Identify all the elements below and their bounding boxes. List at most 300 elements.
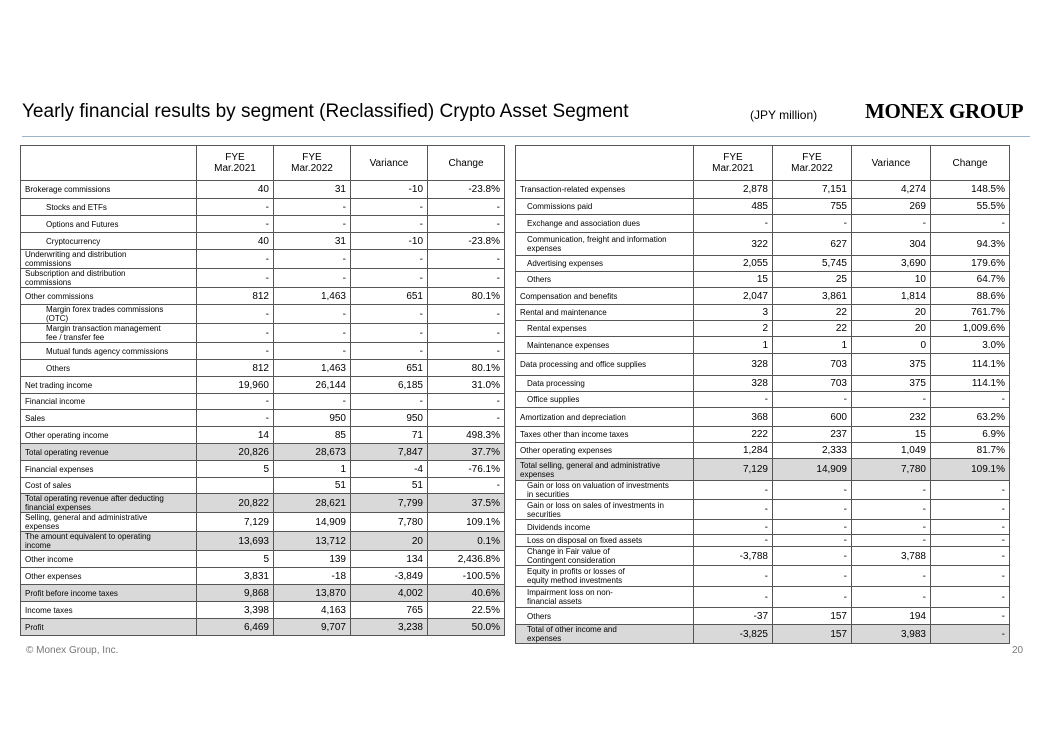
table-row (516, 608, 1010, 625)
fye-2022-value: - (773, 500, 852, 520)
change-value: - (428, 250, 505, 269)
change-value: - (428, 269, 505, 288)
row-label: Margin transaction management fee / transfer fee (21, 324, 197, 343)
table-row (516, 408, 1010, 427)
table-row (516, 535, 1010, 547)
table-row (21, 233, 505, 250)
fye-2021-value: - (694, 481, 773, 500)
variance-value: 20 (351, 532, 428, 551)
variance-value: - (351, 216, 428, 233)
table-row (516, 199, 1010, 215)
row-label: Other income (21, 551, 197, 568)
row-label: Office supplies (516, 392, 694, 408)
fye-2022-value: - (773, 566, 852, 587)
fye-2021-value: - (694, 215, 773, 233)
fye-2021-value: 7,129 (197, 513, 274, 532)
change-value: - (931, 587, 1010, 608)
fye-2022-value: 1,463 (274, 288, 351, 305)
variance-value: 651 (351, 360, 428, 377)
row-label: Other operating income (21, 427, 197, 444)
row-label: Cost of sales (21, 478, 197, 494)
row-label: Maintenance expenses (516, 337, 694, 354)
change-value: 2,436.8% (428, 551, 505, 568)
table-row (516, 625, 1010, 644)
fye-2021-value: - (197, 305, 274, 324)
fye-2021-value: 368 (694, 408, 773, 427)
table-row (516, 520, 1010, 535)
fye-2022-value: - (274, 269, 351, 288)
fye-2022-value: 28,621 (274, 494, 351, 513)
variance-value: -4 (351, 461, 428, 478)
table-row (21, 551, 505, 568)
change-value: -23.8% (428, 233, 505, 250)
variance-header: Variance (852, 146, 931, 181)
header-row (21, 146, 505, 181)
variance-value: -10 (351, 233, 428, 250)
table-row (21, 377, 505, 394)
fye-2021-value: 13,693 (197, 532, 274, 551)
row-label: Equity in profits or losses of equity method investments (516, 566, 694, 587)
row-label: Others (516, 608, 694, 625)
unit-label: (JPY million) (750, 108, 818, 122)
row-label: Total operating revenue (21, 444, 197, 461)
table-row (516, 459, 1010, 481)
row-label: Options and Futures (21, 216, 197, 233)
variance-value: 375 (852, 376, 931, 392)
variance-value: 7,799 (351, 494, 428, 513)
row-label-header (516, 146, 694, 181)
change-value: - (428, 343, 505, 360)
row-label: Margin forex trades commissions (OTC) (21, 305, 197, 324)
fye-2021-value: - (197, 324, 274, 343)
fye-2022-value: - (773, 481, 852, 500)
row-label: Net trading income (21, 377, 197, 394)
fye-2021-value: - (197, 216, 274, 233)
fye-2022-value: - (773, 547, 852, 566)
fye-2022-value: 1 (773, 337, 852, 354)
fye-2021-value: 40 (197, 181, 274, 199)
change-value: -76.1% (428, 461, 505, 478)
variance-value: 3,690 (852, 256, 931, 272)
expenses-table (515, 145, 1010, 644)
variance-value: - (351, 324, 428, 343)
variance-value: - (351, 305, 428, 324)
fye-2021-value: 2,878 (694, 181, 773, 199)
change-value: - (428, 410, 505, 427)
fye-2021-value: -3,788 (694, 547, 773, 566)
table-row (21, 427, 505, 444)
header-row (516, 146, 1010, 181)
table-row (516, 256, 1010, 272)
fye-2022-value: 31 (274, 233, 351, 250)
table-row (516, 337, 1010, 354)
row-label: Rental and maintenance (516, 305, 694, 321)
fye-2021-value: 5 (197, 461, 274, 478)
fye-2022-header: FYE Mar.2022 (773, 146, 852, 181)
row-label: Other expenses (21, 568, 197, 585)
change-value: 498.3% (428, 427, 505, 444)
variance-value: - (351, 250, 428, 269)
variance-value: - (852, 587, 931, 608)
row-label: Profit before income taxes (21, 585, 197, 602)
row-label: Financial expenses (21, 461, 197, 478)
variance-value: -10 (351, 181, 428, 199)
change-value: 80.1% (428, 360, 505, 377)
table-row (516, 181, 1010, 199)
fye-2022-value: 28,673 (274, 444, 351, 461)
row-label: Cryptocurrency (21, 233, 197, 250)
variance-value: - (351, 343, 428, 360)
change-value: - (931, 547, 1010, 566)
change-value: 109.1% (428, 513, 505, 532)
fye-2021-value: 40 (197, 233, 274, 250)
fye-2022-value: 4,163 (274, 602, 351, 619)
fye-2022-value: 9,707 (274, 619, 351, 636)
variance-header: Variance (351, 146, 428, 181)
row-label: Sales (21, 410, 197, 427)
variance-value: 3,983 (852, 625, 931, 644)
table-row (516, 392, 1010, 408)
change-value: - (931, 535, 1010, 547)
table-row (21, 513, 505, 532)
fye-2022-value: 25 (773, 272, 852, 288)
fye-2022-value: 157 (773, 608, 852, 625)
variance-value: - (852, 215, 931, 233)
table-row (516, 215, 1010, 233)
fye-2021-value: - (197, 410, 274, 427)
table-row (21, 532, 505, 551)
company-logo: MONEX GROUP (865, 99, 1024, 123)
fye-2022-value: 2,333 (773, 443, 852, 459)
change-value: 31.0% (428, 377, 505, 394)
fye-2022-value: 51 (274, 478, 351, 494)
fye-2021-value: 2,055 (694, 256, 773, 272)
variance-value: 4,274 (852, 181, 931, 199)
fye-2021-value: - (694, 587, 773, 608)
fye-2022-value: 703 (773, 354, 852, 376)
variance-value: -3,849 (351, 568, 428, 585)
fye-2021-value: - (197, 250, 274, 269)
fye-2022-value: 14,909 (773, 459, 852, 481)
variance-value: 134 (351, 551, 428, 568)
variance-value: 375 (852, 354, 931, 376)
row-label: Financial income (21, 394, 197, 410)
fye-2021-value: 3,831 (197, 568, 274, 585)
table-row (516, 233, 1010, 256)
change-value: 1,009.6% (931, 321, 1010, 337)
fye-2022-value: 157 (773, 625, 852, 644)
fye-2021-value: - (197, 394, 274, 410)
fye-2022-value: 22 (773, 321, 852, 337)
table-row (516, 354, 1010, 376)
row-label: Profit (21, 619, 197, 636)
fye-2022-value: 600 (773, 408, 852, 427)
row-label: Total operating revenue after deducting financial expenses (21, 494, 197, 513)
variance-value: 15 (852, 427, 931, 443)
table-row (516, 443, 1010, 459)
fye-2021-value: 328 (694, 354, 773, 376)
table-row (21, 181, 505, 199)
change-value: 22.5% (428, 602, 505, 619)
variance-value: 4,002 (351, 585, 428, 602)
variance-value: 3,238 (351, 619, 428, 636)
fye-2021-value: 6,469 (197, 619, 274, 636)
fye-2022-value: 703 (773, 376, 852, 392)
row-label: Stocks and ETFs (21, 199, 197, 216)
variance-value: 194 (852, 608, 931, 625)
variance-value: 7,780 (852, 459, 931, 481)
fye-2022-value: 26,144 (274, 377, 351, 394)
change-value: - (931, 392, 1010, 408)
variance-value: 1,049 (852, 443, 931, 459)
change-value: 761.7% (931, 305, 1010, 321)
row-label: Gain or loss on sales of investments in securities (516, 500, 694, 520)
variance-value: - (852, 500, 931, 520)
change-value: 6.9% (931, 427, 1010, 443)
variance-value: - (351, 269, 428, 288)
row-label: Impairment loss on non- financial assets (516, 587, 694, 608)
fye-2021-value: 2 (694, 321, 773, 337)
table-row (21, 288, 505, 305)
row-label: Selling, general and administrative expenses (21, 513, 197, 532)
variance-value: - (852, 535, 931, 547)
change-value: 64.7% (931, 272, 1010, 288)
revenue-table (20, 145, 505, 636)
change-value: 80.1% (428, 288, 505, 305)
fye-2022-value: - (773, 215, 852, 233)
variance-value: 765 (351, 602, 428, 619)
variance-value: 3,788 (852, 547, 931, 566)
fye-2021-value: 20,822 (197, 494, 274, 513)
variance-value: 651 (351, 288, 428, 305)
fye-2021-value: 15 (694, 272, 773, 288)
table-row (516, 587, 1010, 608)
fye-2021-value: 14 (197, 427, 274, 444)
fye-2022-value: - (274, 343, 351, 360)
variance-value: 0 (852, 337, 931, 354)
change-value: - (931, 625, 1010, 644)
fye-2021-value: -3,825 (694, 625, 773, 644)
change-value: - (428, 199, 505, 216)
change-value: - (428, 478, 505, 494)
variance-value: 71 (351, 427, 428, 444)
fye-2021-value: 3 (694, 305, 773, 321)
table-row (21, 478, 505, 494)
fye-2021-value: - (197, 269, 274, 288)
fye-2022-value: 627 (773, 233, 852, 256)
row-label: Dividends income (516, 520, 694, 535)
fye-2022-value: - (773, 520, 852, 535)
variance-value: - (852, 520, 931, 535)
fye-2021-value: 812 (197, 288, 274, 305)
change-value: - (428, 305, 505, 324)
table-row (516, 500, 1010, 520)
variance-value: - (852, 481, 931, 500)
fye-2022-value: 237 (773, 427, 852, 443)
change-value: 88.6% (931, 288, 1010, 305)
variance-value: 304 (852, 233, 931, 256)
table-row (21, 250, 505, 269)
change-value: 50.0% (428, 619, 505, 636)
table-row (516, 321, 1010, 337)
page-title: Yearly financial results by segment (Reclassified) Crypto Asset Segment (22, 101, 629, 122)
change-header: Change (428, 146, 505, 181)
row-label: Others (516, 272, 694, 288)
fye-2022-value: - (274, 305, 351, 324)
row-label: Communication, freight and information expenses (516, 233, 694, 256)
fye-2022-value: 13,712 (274, 532, 351, 551)
fye-2021-value: - (197, 199, 274, 216)
fye-2022-value: 139 (274, 551, 351, 568)
table-row (21, 324, 505, 343)
table-row (21, 568, 505, 585)
variance-value: 51 (351, 478, 428, 494)
fye-2022-value: 755 (773, 199, 852, 215)
fye-2021-value: 19,960 (197, 377, 274, 394)
fye-2022-value: 85 (274, 427, 351, 444)
row-label: Advertising expenses (516, 256, 694, 272)
row-label: Loss on disposal on fixed assets (516, 535, 694, 547)
change-value: 40.6% (428, 585, 505, 602)
change-value: - (931, 566, 1010, 587)
table-row (21, 602, 505, 619)
change-value: - (931, 520, 1010, 535)
table-row (21, 619, 505, 636)
variance-value: 7,780 (351, 513, 428, 532)
row-label: Exchange and association dues (516, 215, 694, 233)
fye-2021-value: 1,284 (694, 443, 773, 459)
change-value: 63.2% (931, 408, 1010, 427)
fye-2021-value: - (694, 500, 773, 520)
fye-2021-value: 322 (694, 233, 773, 256)
row-label: Others (21, 360, 197, 377)
row-label: Other commissions (21, 288, 197, 305)
fye-2021-value: 812 (197, 360, 274, 377)
table-row (516, 481, 1010, 500)
table-row (21, 410, 505, 427)
change-value: 37.7% (428, 444, 505, 461)
change-value: 0.1% (428, 532, 505, 551)
variance-value: 7,847 (351, 444, 428, 461)
fye-2022-value: 950 (274, 410, 351, 427)
fye-2021-value: 2,047 (694, 288, 773, 305)
fye-2021-value: - (694, 566, 773, 587)
fye-2021-value: -37 (694, 608, 773, 625)
fye-2021-value: 328 (694, 376, 773, 392)
change-value: 3.0% (931, 337, 1010, 354)
row-label: Total selling, general and administrative expenses (516, 459, 694, 481)
table-row (516, 272, 1010, 288)
table-row (516, 547, 1010, 566)
row-label: Rental expenses (516, 321, 694, 337)
table-row (516, 427, 1010, 443)
fye-2022-value: - (274, 324, 351, 343)
variance-value: - (351, 394, 428, 410)
change-value: 94.3% (931, 233, 1010, 256)
change-value: - (428, 394, 505, 410)
row-label-header (21, 146, 197, 181)
variance-value: - (852, 392, 931, 408)
table-row (516, 288, 1010, 305)
row-label: Taxes other than income taxes (516, 427, 694, 443)
fye-2022-value: 14,909 (274, 513, 351, 532)
fye-2022-value: 22 (773, 305, 852, 321)
table-row (21, 305, 505, 324)
fye-2022-value: 13,870 (274, 585, 351, 602)
row-label: Transaction-related expenses (516, 181, 694, 199)
variance-value: 950 (351, 410, 428, 427)
table-row (21, 444, 505, 461)
row-label: The amount equivalent to operating income (21, 532, 197, 551)
fye-2022-value: 1,463 (274, 360, 351, 377)
table-row (516, 376, 1010, 392)
row-label: Data processing and office supplies (516, 354, 694, 376)
table-row (21, 343, 505, 360)
fye-2022-value: 31 (274, 181, 351, 199)
row-label: Income taxes (21, 602, 197, 619)
fye-2021-value: - (694, 392, 773, 408)
fye-2021-value: 485 (694, 199, 773, 215)
fye-2022-value: - (274, 199, 351, 216)
row-label: Subscription and distribution commissions (21, 269, 197, 288)
fye-2021-value: - (694, 520, 773, 535)
copyright: © Monex Group, Inc. (26, 645, 119, 656)
change-value: -100.5% (428, 568, 505, 585)
row-label: Other operating expenses (516, 443, 694, 459)
row-label: Change in Fair value of Contingent consideration (516, 547, 694, 566)
variance-value: 20 (852, 305, 931, 321)
change-value: - (428, 216, 505, 233)
fye-2021-value: 20,826 (197, 444, 274, 461)
row-label: Underwriting and distribution commissions (21, 250, 197, 269)
fye-2022-value: - (773, 535, 852, 547)
table-row (21, 461, 505, 478)
fye-2021-value: 1 (694, 337, 773, 354)
table-row (21, 494, 505, 513)
change-value: 55.5% (931, 199, 1010, 215)
change-value: - (428, 324, 505, 343)
variance-value: 10 (852, 272, 931, 288)
row-label: Commissions paid (516, 199, 694, 215)
fye-2022-value: -18 (274, 568, 351, 585)
fye-2021-value: 5 (197, 551, 274, 568)
fye-2022-value: 1 (274, 461, 351, 478)
change-value: - (931, 500, 1010, 520)
page-number: 20 (1012, 645, 1024, 656)
row-label: Mutual funds agency commissions (21, 343, 197, 360)
fye-2022-value: 5,745 (773, 256, 852, 272)
change-value: - (931, 481, 1010, 500)
table-row (21, 199, 505, 216)
variance-value: 1,814 (852, 288, 931, 305)
change-value: 114.1% (931, 354, 1010, 376)
row-label: Total of other income and expenses (516, 625, 694, 644)
variance-value: 20 (852, 321, 931, 337)
fye-2022-value: - (274, 216, 351, 233)
fye-2021-value (197, 478, 274, 494)
fye-2021-value: - (694, 535, 773, 547)
table-row (21, 585, 505, 602)
fye-2021-value: - (197, 343, 274, 360)
fye-2021-header: FYE Mar.2021 (197, 146, 274, 181)
row-label: Brokerage commissions (21, 181, 197, 199)
change-value: 81.7% (931, 443, 1010, 459)
fye-2022-value: 7,151 (773, 181, 852, 199)
table-row (21, 216, 505, 233)
variance-value: - (852, 566, 931, 587)
table-row (21, 394, 505, 410)
fye-2022-value: - (274, 250, 351, 269)
